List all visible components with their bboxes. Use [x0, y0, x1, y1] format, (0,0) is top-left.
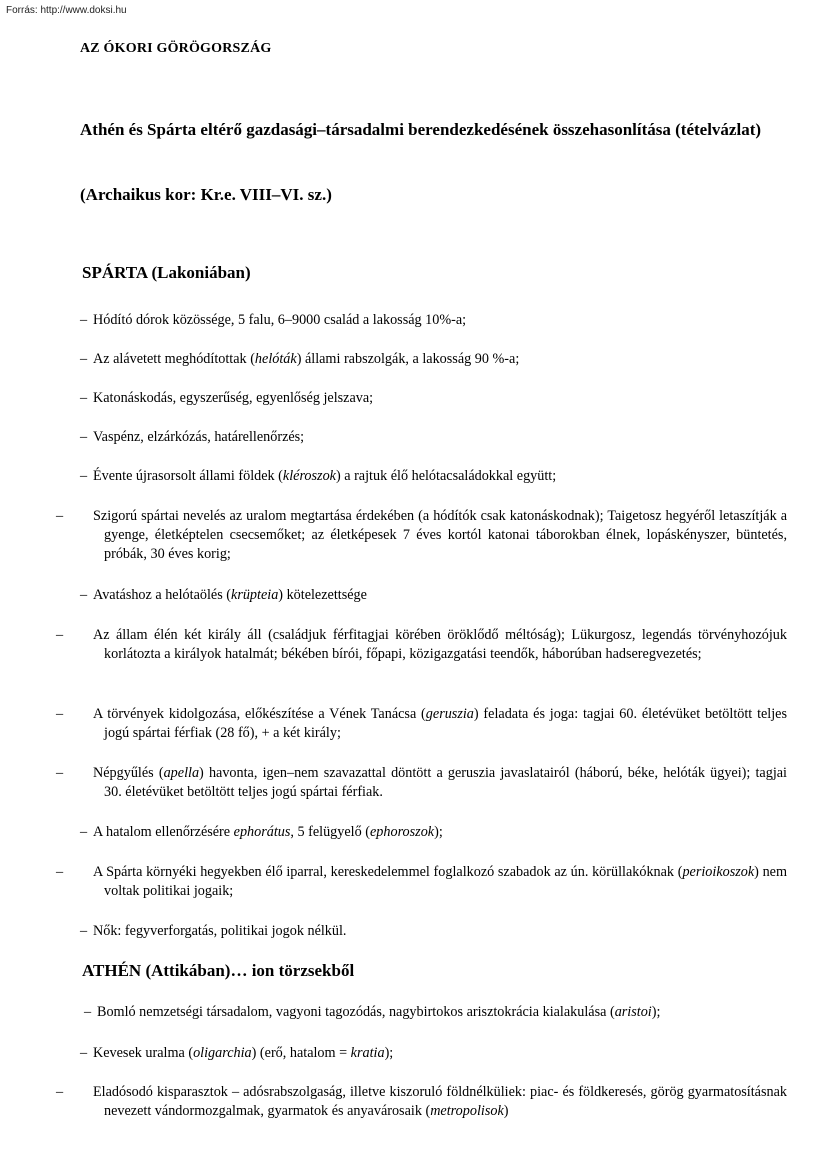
- sparta-item-12: – A Spárta környéki hegyekben élő iparral, kereskedelemmel foglalkozó szabadok az ún. körüllakóknak (perioikoszok) nem voltak politikai jogaik;: [56, 864, 787, 899]
- bullet-dash: –: [56, 508, 64, 524]
- athen-item-1: – Bomló nemzetségi társadalom, vagyoni tagozódás, nagybirtokos arisztokrácia kialakulása (aristoi);: [84, 1004, 661, 1020]
- sparta-item-8: – Az állam élén két király áll (családjuk férfitagjai körében öröklődő méltóság); Lükurgosz, legendás törvényhozójuk korlátozta a királyok hatalmát; békében bírói, főpapi, közigazgatási teendők, háborúban hadseregvezetés;: [56, 627, 787, 662]
- document-title: Athén és Spárta eltérő gazdasági–társadalmi berendezkedésének összehasonlítása (tételvázlat): [80, 120, 762, 139]
- sparta-item-2: – Az alávetett meghódítottak (helóták) állami rabszolgák, a lakosság 90 %-a;: [80, 351, 520, 367]
- bullet-dash: –: [80, 824, 88, 840]
- document-heading: AZ ÓKORI GÖRÖGORSZÁG: [80, 41, 272, 56]
- bullet-dash: –: [80, 429, 88, 445]
- sparta-section-heading: SPÁRTA (Lakoniában): [82, 263, 251, 282]
- bullet-dash: –: [56, 706, 64, 722]
- sparta-item-1: – Hódító dórok közössége, 5 falu, 6–9000 család a lakosság 10%-a;: [80, 312, 467, 328]
- bullet-dash: –: [80, 1045, 88, 1061]
- bullet-dash: –: [56, 864, 64, 880]
- athen-section-heading: ATHÉN (Attikában)… ion törzsekből: [82, 961, 355, 980]
- bullet-dash: –: [80, 351, 88, 367]
- bullet-dash: –: [80, 312, 88, 328]
- sparta-item-6: – Szigorú spártai nevelés az uralom megtartása érdekében (a hódítók csak katonáskodnak); Taigetosz hegyéről letaszítják a gyenge, életképtelen csecsemőket; az életképesek 7 éves kortól katonai táborokban élnek, lopáskényszer, büntetés, próbák, 30 éves korig;: [56, 508, 787, 562]
- bullet-dash: –: [80, 923, 88, 939]
- sparta-item-7: – Avatáshoz a helótaölés (krüpteia) kötelezettsége: [80, 587, 367, 603]
- bullet-dash: –: [56, 627, 64, 643]
- sparta-item-13: – Nők: fegyverforgatás, politikai jogok nélkül.: [80, 923, 347, 939]
- sparta-item-11: – A hatalom ellenőrzésére ephorátus, 5 felügyelő (ephoroszok);: [80, 824, 443, 840]
- athen-item-2: – Kevesek uralma (oligarchia) (erő, hatalom = kratia);: [80, 1045, 394, 1061]
- bullet-dash: –: [80, 468, 88, 484]
- bullet-dash: –: [80, 390, 88, 406]
- bullet-dash: –: [56, 765, 64, 781]
- source-url: Forrás: http://www.doksi.hu: [6, 5, 127, 16]
- athen-item-3: – Eladósodó kisparasztok – adósrabszolgaság, illetve kiszoruló földnélküliek: piac- és földkeresés, görög gyarmatosításnak nevezett vándormozgalmak, gyarmatok és anyavárosaik (metropolisok): [56, 1084, 787, 1119]
- sparta-item-9: – A törvények kidolgozása, előkészítése a Vének Tanácsa (geruszia) feladata és joga: tagjai 60. életévüket betöltött teljes jogú spártai férfiak (28 fő), + a két király;: [56, 706, 788, 741]
- sparta-item-10: – Népgyűlés (apella) havonta, igen–nem szavazattal döntött a geruszia javaslatairól (háború, béke, helóták ügyei); tagjai 30. életévüket betöltött teljes jogú spártai férfiak.: [56, 765, 787, 800]
- sparta-item-5: – Évente újrasorsolt állami földek (kléroszok) a rajtuk élő helótacsaládokkal együtt;: [80, 468, 557, 484]
- sparta-item-4: – Vaspénz, elzárkózás, határellenőrzés;: [80, 429, 305, 445]
- bullet-dash: –: [80, 587, 88, 603]
- bullet-dash: –: [84, 1004, 92, 1020]
- sparta-item-3: – Katonáskodás, egyszerűség, egyenlőség jelszava;: [80, 390, 374, 406]
- bullet-dash: –: [56, 1084, 64, 1100]
- document-subtitle: (Archaikus kor: Kr.e. VIII–VI. sz.): [80, 185, 332, 204]
